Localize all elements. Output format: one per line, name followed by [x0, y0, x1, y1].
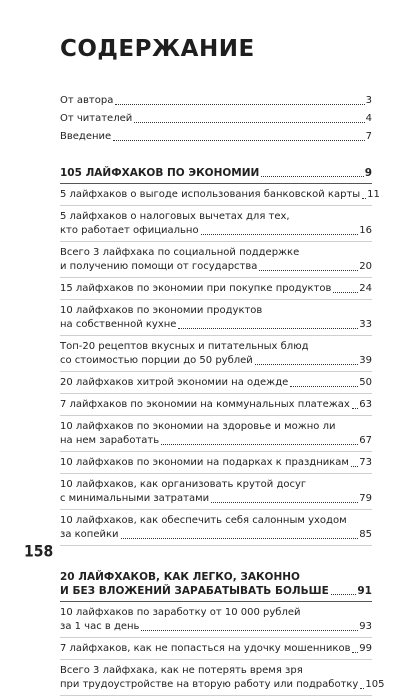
toc-section-earning — [60, 570, 385, 696]
toc-section-heading[interactable] — [60, 166, 372, 184]
dot-leader — [362, 198, 366, 199]
toc-entry-title-line: 10 лайфхаков, как обеспечить себя салонным уходом — [60, 515, 347, 526]
toc-page-number: 73 — [359, 457, 372, 468]
toc-page-number: 63 — [359, 399, 372, 410]
toc-entry-title-line: на нем заработать — [60, 435, 160, 446]
toc-entry[interactable] — [60, 282, 372, 300]
dot-leader — [121, 538, 359, 539]
table-of-contents — [60, 94, 385, 700]
toc-page-number: 91 — [357, 585, 372, 597]
toc-entry[interactable] — [60, 246, 372, 278]
toc-entry-title-line: со стоимостью порции до 50 рублей — [60, 355, 253, 366]
toc-entry-title-line: От автора — [60, 95, 114, 106]
toc-page-number: 20 — [359, 261, 372, 272]
toc-entry-title-line: 10 лайфхаков, как организовать крутой досуг — [60, 479, 307, 490]
toc-intro-group — [60, 94, 372, 144]
toc-entry[interactable] — [60, 112, 372, 126]
toc-page-number: 93 — [359, 621, 372, 632]
toc-entry-title-line: 10 лайфхаков по экономии продуктов — [60, 305, 263, 316]
toc-entry[interactable] — [60, 606, 372, 638]
toc-entry[interactable] — [60, 398, 372, 416]
toc-entry[interactable] — [60, 514, 372, 546]
toc-page-number: 105 — [365, 679, 385, 690]
dot-leader — [259, 270, 358, 271]
toc-entry-title-line: 10 лайфхаков по экономии на здоровье и можно ли — [60, 421, 336, 432]
toc-entry-title-line: 10 лайфхаков по экономии на подарках к праздникам — [60, 457, 349, 468]
dot-leader — [178, 328, 358, 329]
toc-entry-title-line: и получению помощи от государства — [60, 261, 258, 272]
dot-leader — [360, 688, 364, 689]
toc-page-number: 50 — [359, 377, 372, 388]
toc-entry[interactable] — [60, 130, 372, 144]
toc-entry[interactable] — [60, 664, 385, 696]
toc-entry-title-line: 15 лайфхаков по экономии при покупке продуктов — [60, 283, 332, 294]
toc-entry-title-line: на собственной кухне — [60, 319, 177, 330]
toc-entry-title-line: за копейки — [60, 529, 119, 540]
toc-entry[interactable] — [60, 304, 372, 336]
toc-page-number: 16 — [359, 225, 372, 236]
toc-entry-title-line: 5 лайфхаков о выгоде использования банковской карты — [60, 189, 361, 200]
toc-entry-title-line: 7 лайфхаков по экономии на коммунальных платежах — [60, 399, 350, 410]
toc-entry-title-line: Всего 3 лайфхака, как не потерять время зря — [60, 665, 303, 676]
dot-leader — [211, 502, 358, 503]
toc-entry-title-line: при трудоустройстве на вторую работу или подработку — [60, 679, 359, 690]
toc-page-number: 39 — [359, 355, 372, 366]
toc-page-number: 99 — [359, 643, 372, 654]
dot-leader — [141, 630, 358, 631]
toc-entry-title-line: 20 ЛАЙФХАКОВ, КАК ЛЕГКО, ЗАКОННО — [60, 571, 300, 583]
toc-page-number: 3 — [365, 95, 372, 106]
toc-entry-title-line: Всего 3 лайфхака по социальной поддержке — [60, 247, 300, 258]
dot-leader — [352, 408, 358, 409]
toc-entry[interactable] — [60, 188, 380, 206]
dot-leader — [255, 364, 358, 365]
dot-leader — [134, 122, 364, 123]
toc-entry-title-line: 10 лайфхаков по заработку от 10 000 рублей — [60, 607, 301, 618]
toc-page-number: 24 — [359, 283, 372, 294]
dot-leader — [351, 466, 358, 467]
toc-page-number: 11 — [367, 189, 380, 200]
toc-entry-title-line: И БЕЗ ВЛОЖЕНИЙ ЗАРАБАТЫВАТЬ БОЛЬШЕ — [60, 585, 329, 597]
toc-page-number: 85 — [359, 529, 372, 540]
toc-entry[interactable] — [60, 478, 372, 510]
toc-entry-title-line: 105 ЛАЙФХАКОВ ПО ЭКОНОМИИ — [60, 167, 260, 179]
toc-entry-title-line: Введение — [60, 131, 112, 142]
toc-section-economy — [60, 166, 380, 546]
dot-leader — [261, 176, 363, 177]
dot-leader — [115, 104, 364, 105]
toc-section-heading[interactable] — [60, 570, 372, 602]
toc-entry[interactable] — [60, 210, 372, 242]
toc-page-number: 67 — [359, 435, 372, 446]
toc-entry-title-line: Топ-20 рецептов вкусных и питательных блюд — [60, 341, 309, 352]
toc-page-number: 4 — [365, 113, 372, 124]
toc-entry[interactable] — [60, 376, 372, 394]
toc-entry[interactable] — [60, 94, 372, 108]
toc-entry-title-line: 5 лайфхаков о налоговых вычетах для тех, — [60, 211, 290, 222]
toc-entry[interactable] — [60, 642, 372, 660]
toc-entry-title-line: 7 лайфхаков, как не попасться на удочку мошенников — [60, 643, 351, 654]
dot-leader — [331, 594, 357, 595]
toc-entry-title-line: кто работает официально — [60, 225, 199, 236]
dot-leader — [201, 234, 359, 235]
toc-page-number: 33 — [359, 319, 372, 330]
toc-entry-title-line: с минимальными затратами — [60, 493, 210, 504]
toc-entry-title-line: 20 лайфхаков хитрой экономии на одежде — [60, 377, 289, 388]
toc-page-number: 7 — [365, 131, 372, 142]
toc-entry-title-line: От читателей — [60, 113, 133, 124]
toc-entry[interactable] — [60, 420, 372, 452]
toc-page-number: 79 — [359, 493, 372, 504]
toc-entry-title-line: за 1 час в день — [60, 621, 140, 632]
page-title: СОДЕРЖАНИЕ — [60, 36, 255, 62]
dot-leader — [333, 292, 358, 293]
dot-leader — [161, 444, 358, 445]
dot-leader — [352, 652, 358, 653]
toc-page-number: 9 — [364, 167, 372, 179]
dot-leader — [290, 386, 358, 387]
page-number: 158 — [24, 542, 54, 562]
toc-entry[interactable] — [60, 456, 372, 474]
toc-entry[interactable] — [60, 340, 372, 372]
dot-leader — [113, 140, 364, 141]
